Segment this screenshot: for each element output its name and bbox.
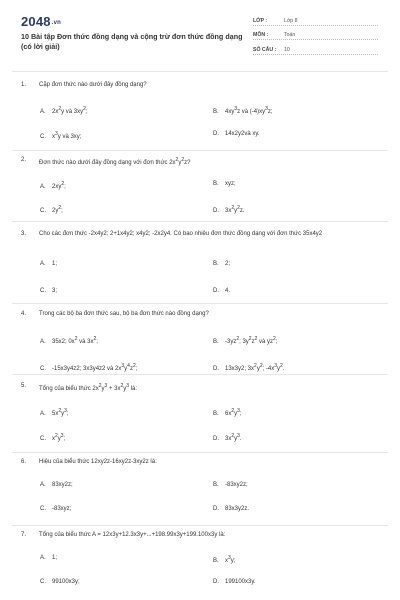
option-label: C. <box>40 579 46 585</box>
logo-suffix: .vn <box>51 20 62 26</box>
question-number: 4. <box>21 311 27 317</box>
question-divider <box>12 150 388 151</box>
question-number: 2. <box>21 157 27 163</box>
answer-option-b[interactable] <box>213 406 242 419</box>
option-text: 13x3y2; $3x^2y^2$; $-4x^3y^2$. <box>225 363 285 372</box>
answer-option-d[interactable] <box>213 361 285 374</box>
option-label: C. <box>40 134 46 140</box>
option-text: -83xy2z; <box>225 482 248 488</box>
answer-option-a[interactable] <box>40 480 73 490</box>
question-body: Trong các bộ ba đơn thức sau, bộ ba đơn thức nào đồng dạng? <box>39 311 209 317</box>
option-text: $6x^2y^3$; <box>225 408 242 417</box>
question-number: 6. <box>21 459 27 465</box>
meta-key: LỚP : <box>253 18 268 24</box>
option-text: 83x3y2z. <box>225 506 250 512</box>
question-divider <box>12 303 388 304</box>
answer-option-a[interactable] <box>40 334 98 347</box>
answer-option-b[interactable] <box>213 553 235 566</box>
option-label: C. <box>40 288 46 294</box>
answer-option-a[interactable] <box>40 259 57 269</box>
question-body: Cặp đơn thức nào dưới đây đồng dạng? <box>39 82 147 88</box>
question-text <box>21 80 381 90</box>
answer-option-b[interactable] <box>213 480 248 490</box>
option-text: $2y^2$; <box>52 205 63 214</box>
option-text: $2x^2y$ và $3xy^2$; <box>52 106 88 115</box>
option-text: 1; <box>52 261 58 267</box>
meta-value: Toán <box>284 32 296 38</box>
option-label: A. <box>40 339 46 345</box>
question-text <box>21 155 381 168</box>
meta-key: SỐ CÂU : <box>253 47 277 53</box>
question-divider <box>12 525 388 526</box>
option-label: B. <box>213 109 219 115</box>
meta-value: 10 <box>284 47 290 53</box>
answer-option-b[interactable] <box>213 334 277 347</box>
question-body: Đơn thức nào dưới đây đồng dạng với đơn thức $2x^2y^2z$? <box>39 157 191 166</box>
option-label: B. <box>213 558 219 564</box>
option-text: 2; <box>225 261 231 267</box>
question-text <box>21 309 381 319</box>
question-divider <box>12 221 388 222</box>
answer-option-c[interactable] <box>40 286 57 296</box>
meta-key: MÔN : <box>253 32 269 38</box>
option-text: $2xy^2$; <box>52 181 66 190</box>
option-label: A. <box>40 482 46 488</box>
option-text: 3; <box>52 288 58 294</box>
option-label: B. <box>213 411 219 417</box>
option-text: $3x^2y^2z$. <box>225 205 245 214</box>
option-text: 4. <box>225 288 231 294</box>
option-label: A. <box>40 555 46 561</box>
answer-option-d[interactable] <box>213 286 230 296</box>
option-label: C. <box>40 366 46 372</box>
option-label: A. <box>40 261 46 267</box>
option-label: D. <box>213 506 219 512</box>
answer-option-a[interactable] <box>40 553 57 563</box>
question-number: 7. <box>21 532 27 538</box>
option-text: 35x2; $0x^2$ và $3x^2$; <box>52 336 98 345</box>
option-text: $x^3y$ và 3xy; <box>52 131 82 140</box>
option-label: D. <box>213 131 219 137</box>
question-text <box>21 381 381 394</box>
answer-option-c[interactable] <box>40 129 81 142</box>
meta-row-count <box>253 44 378 55</box>
option-label: D. <box>213 436 219 442</box>
option-label: D. <box>213 366 219 372</box>
meta-row-class <box>253 15 378 26</box>
question-number: 3. <box>21 231 27 237</box>
option-text: 14x2y2và xy. <box>225 131 260 137</box>
question-body: Tổng của biểu thức $2x^2y^3 + 3x^2y^3$ là: <box>39 383 138 392</box>
option-label: D. <box>213 288 219 294</box>
option-label: A. <box>40 184 46 190</box>
answer-option-d[interactable] <box>213 129 260 139</box>
site-logo[interactable] <box>21 14 61 29</box>
option-text: $x^3y$; <box>225 555 236 564</box>
meta-row-subject <box>253 29 378 40</box>
option-label: B. <box>213 339 219 345</box>
answer-option-c[interactable] <box>40 203 63 216</box>
document-header <box>0 0 400 70</box>
question-text <box>21 457 381 467</box>
option-text: 83xy2z; <box>52 482 73 488</box>
answer-option-c[interactable] <box>40 504 71 514</box>
option-label: B. <box>213 181 219 187</box>
option-text: 99100x3y; <box>52 579 80 585</box>
answer-option-d[interactable] <box>213 431 242 444</box>
option-label: B. <box>213 482 219 488</box>
answer-option-b[interactable] <box>213 104 273 117</box>
answer-option-c[interactable] <box>40 431 65 444</box>
option-label: A. <box>40 411 46 417</box>
question-number: 5. <box>21 383 27 389</box>
answer-option-d[interactable] <box>213 504 249 514</box>
option-text: -15x3y4z2; 3x3y4z2 và $2x^3y^4z^2$; <box>52 363 138 372</box>
option-text: 1; <box>52 555 58 561</box>
option-text: xyz; <box>225 181 236 187</box>
answer-option-a[interactable] <box>40 406 69 419</box>
question-body: Hiệu của biểu thức 12xy2z-16xy2z-3xy2z là: <box>39 459 157 465</box>
question-divider <box>12 374 388 375</box>
option-text: $3x^2y^3$. <box>225 433 242 442</box>
meta-value: Lớp 8 <box>284 18 298 24</box>
option-label: B. <box>213 261 219 267</box>
option-label: C. <box>40 436 46 442</box>
option-label: D. <box>213 208 219 214</box>
answer-option-d[interactable] <box>213 577 256 587</box>
option-text: $5x^2y^3$; <box>52 408 69 417</box>
option-label: C. <box>40 208 46 214</box>
answer-option-a[interactable] <box>40 104 88 117</box>
option-text: $-3yz^2$; $3y^2z^2$ và $yz^2$; <box>225 336 278 345</box>
option-text: 199100x3y. <box>225 579 256 585</box>
question-text <box>21 229 381 239</box>
answer-option-c[interactable] <box>40 577 80 587</box>
answer-option-b[interactable] <box>213 179 236 189</box>
question-body: Cho các đơn thức -2x4y2; 2+1x4y2; x4y2; -2x2y4. Có bao nhiêu đơn thức đồng dạng với đơn thức 35x4y2 <box>39 231 323 237</box>
answer-option-b[interactable] <box>213 259 230 269</box>
question-body: Tổng của biểu thức A = 12x3y+12.3x3y+...+198.99x3y+199.100x3y là: <box>39 532 226 538</box>
option-label: C. <box>40 506 46 512</box>
option-text: -83xyz; <box>52 506 72 512</box>
option-label: D. <box>213 579 219 585</box>
page-title: 10 Bài tập Đơn thức đồng dạng và cộng trừ đơn thức đồng dạng (có lời giải) <box>21 32 243 51</box>
option-label: A. <box>40 109 46 115</box>
question-text <box>21 530 381 540</box>
answer-option-a[interactable] <box>40 179 66 192</box>
logo-text: 2048 <box>21 14 51 29</box>
question-number: 1. <box>21 82 27 88</box>
question-divider <box>12 71 388 72</box>
answer-option-d[interactable] <box>213 203 245 216</box>
answer-option-c[interactable] <box>40 361 137 374</box>
option-text: $4xy^3z$ và $(-4)xy^3z$; <box>225 106 273 115</box>
option-text: $x^2y^3$; <box>52 433 66 442</box>
question-divider <box>12 452 388 453</box>
